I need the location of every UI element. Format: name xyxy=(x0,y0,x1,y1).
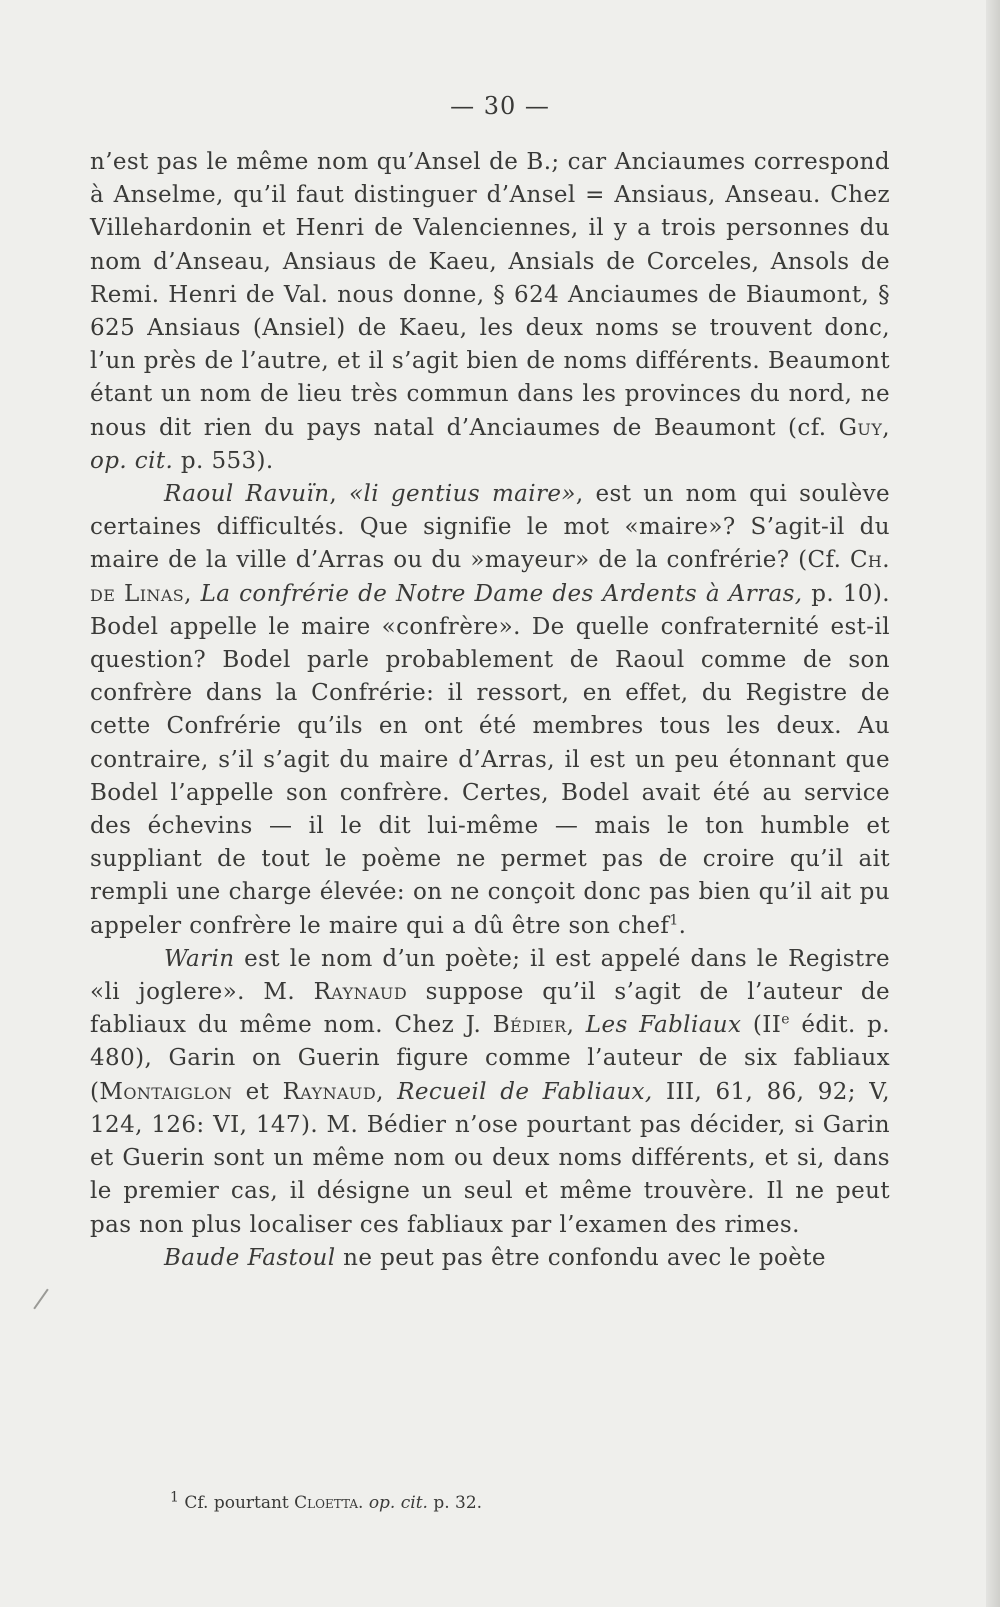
author-guy: Guy xyxy=(838,414,883,441)
paragraph-1-text: n’est pas le même nom qu’Ansel de B.; car Anciaumes correspond à Anselme, qu’il faut distinguer d’Ansel = Ansiaus, Anseau. Chez Villehardonin et Henri de Valenciennes, il y a trois personnes du nom d’Anseau, Ansiaus de Kaeu, Ansials de Corceles, Ansols de Remi. Henri de Val. nous donne, § 624 Anciaumes de Biaumont, § 625 Ansiaus (Ansiel) de Kaeu, les deux noms se trouvent donc, l’un près de l’autre, et il s’agit bien de noms différents. Beaumont étant un nom de lieu très commun dans les provinces du nord, ne nous dit rien du pays natal d’Anciaumes de Beaumont (cf. xyxy=(90,149,890,441)
work-recueil: Recueil de Fabliaux, xyxy=(397,1078,653,1105)
paragraph-1 xyxy=(90,146,890,478)
body-text xyxy=(90,146,890,1275)
name-warin: Warin xyxy=(164,945,235,972)
paragraph-3-text-7: , xyxy=(376,1078,398,1105)
author-linas: Ch. de Linas xyxy=(90,547,890,607)
paragraph-2-text-3: , xyxy=(184,580,201,607)
edition-superscript: e xyxy=(781,1011,790,1028)
footnote-number: 1 xyxy=(170,1489,179,1506)
paragraph-3-text: est le nom d’un poète; il est appelé dans le Registre «li joglere». M. xyxy=(90,945,890,1006)
paragraph-3-text-6: et xyxy=(232,1078,283,1105)
op-cit: op. cit. xyxy=(90,447,174,474)
work-les-fabliaux: Les Fabliaux xyxy=(585,1012,742,1039)
page-edge-shadow xyxy=(986,0,1000,1607)
paragraph-4-text: ne peut pas être confondu avec le poète xyxy=(335,1244,826,1271)
footnote-text-2: . xyxy=(358,1493,369,1513)
footnote-ref: 1 xyxy=(669,912,679,929)
paragraph-1-text-3: p. 553). xyxy=(173,447,274,474)
name-raoul-ravuin: Raoul Ravuïn xyxy=(164,481,330,508)
author-montaiglon: Montaiglon xyxy=(99,1078,233,1105)
footnote-text: Cf. pourtant xyxy=(178,1493,295,1513)
footnote-op-cit: op. cit. xyxy=(368,1493,428,1513)
work-confrerie: La confrérie de Notre Dame des Ardents à Arras, xyxy=(200,580,803,607)
paragraph-3-text-8: III, 61, 86, 92; V, 124, 126: VI, 147). M. Bédier n’ose pourtant pas décider, si Garin et Guerin sont un même nom ou deux noms différents, et si, dans le premier cas, il désigne un seul et même trouvère. Il ne peut pas non plus localiser ces fabliaux par l’examen des rimes. xyxy=(90,1078,890,1238)
footnote xyxy=(170,1489,890,1514)
paragraph-2-text-2: , est un nom qui soulève certaines difficultés. Que signifie le mot «maire»? S’agit-il du maire de la ville d’Arras ou du »mayeur» de la confrérie? (Cf. xyxy=(90,481,890,574)
paragraph-2-text: , xyxy=(329,481,350,508)
paragraph-3-text-2: suppose qu’il s’agit de l’auteur de fabliaux du même nom. Chez J. xyxy=(90,979,890,1039)
footnote-text-3: p. 32. xyxy=(427,1493,483,1513)
author-cloetta: Cloetta xyxy=(294,1493,358,1513)
margin-pencil-mark xyxy=(33,1289,48,1310)
paragraph-2-text-4: p. 10). Bodel appelle le maire «confrère». De quelle confraternité est-il question? Bodel parle probablement de Raoul comme de son confrère dans la Confrérie: il ressort, en effet, du Registre de cette Confrérie qu’ils en ont été membres tous les deux. Au contraire, s’il s’agit du maire d’Arras, il est un peu étonnant que Bodel l’appelle son confrère. Certes, Bodel avait été au service des échevins — il le dit lui-même — mais le ton humble et suppliant de tout le poème ne permet pas de croire qu’il ait rempli une charge élevée: on ne conçoit donc pas bien qu’il ait pu appeler confrère le maire qui a dû être son chef xyxy=(90,580,890,939)
page-number: — 30 — xyxy=(450,92,550,120)
author-raynaud: Raynaud xyxy=(313,979,408,1006)
paragraph-3 xyxy=(90,943,890,1242)
quote-gentius-maire: «li gentius maire» xyxy=(349,481,576,508)
paragraph-2-text-5: . xyxy=(678,912,687,939)
author-bedier: Bédier xyxy=(492,1012,567,1039)
paragraph-3-text-5: édit. p. 480), Garin on Guerin figure comme l’auteur de six fabliaux ( xyxy=(90,1012,890,1105)
paragraph-3-text-3: , xyxy=(566,1012,586,1039)
paragraph-1-text-2: , xyxy=(882,414,890,441)
paragraph-2 xyxy=(90,478,890,943)
name-baude-fastoul: Baude Fastoul xyxy=(164,1244,336,1271)
paragraph-3-text-4: (II xyxy=(741,1012,782,1039)
paragraph-4 xyxy=(90,1242,890,1275)
author-raynaud-2: Raynaud xyxy=(282,1078,377,1105)
